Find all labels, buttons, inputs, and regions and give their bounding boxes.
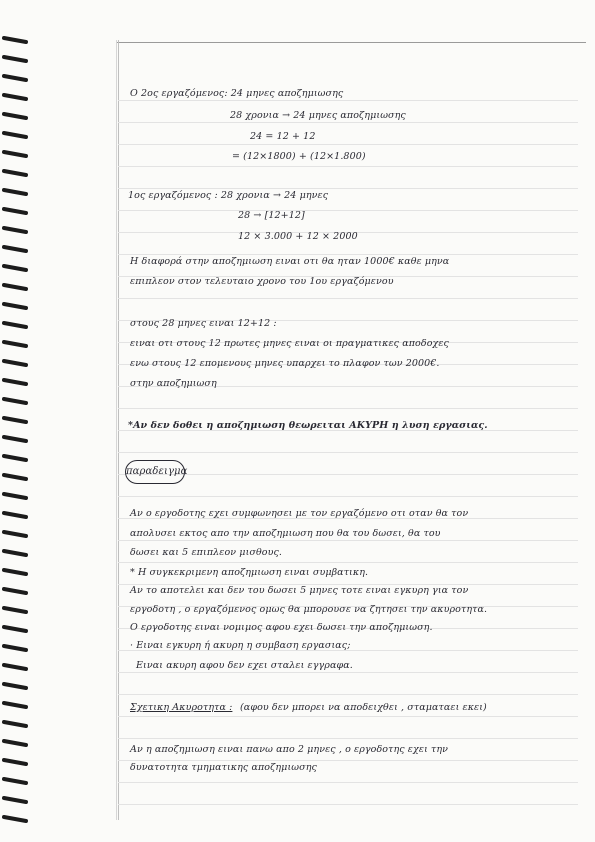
margin-line-shadow [116,40,117,820]
note-line: 12 × 3.000 + 12 × 2000 [238,231,358,242]
note-line: 24 = 12 + 12 [250,131,316,142]
note-line: = (12×1800) + (12×1.800) [232,151,366,162]
note-line: Ο 2ος εργαζόμενος: 24 μηνες αποζημιωσης [130,88,344,99]
note-line: Αν η αποζημιωση ειναι πανω απο 2 μηνες , ο εργοδοτης εχει την [130,744,449,755]
example-bubble [125,460,188,484]
note-line: 1ος εργαζόμενος : 28 χρονια → 24 μηνες [128,190,329,201]
ruled-line [118,804,578,805]
note-line: εργοδοτη , ο εργαζόμενος ομως θα μπορουσε να ζητησει την ακυροτητα. [130,604,488,615]
ruled-line [118,760,578,761]
note-line: 28 → [12+12] [238,210,305,221]
spiral-binding-icon [0,30,38,830]
note-line: (αφου δεν μπορει να αποδειχθει , σταματαει εκει) [240,702,487,713]
ruled-line [118,540,578,541]
note-line: Ειναι ακυρη αφου δεν εχει σταλει εγγραφα. [136,660,353,671]
ruled-line [118,738,578,739]
note-line: ειναι οτι στους 12 πρωτες μηνες ειναι οι πραγματικες αποδοχες [130,338,449,349]
section-heading: Σχετικη Ακυροτητα : [130,702,233,713]
note-line: Ο εργοδοτης ειναι νομιμος αφου εχει δωσει την αποζημιωση. [130,622,433,633]
note-line: στην αποζημιωση [130,378,217,389]
ruled-line [118,122,578,123]
ruled-line [118,452,578,453]
ruled-line [118,782,578,783]
ruled-line [118,166,578,167]
ruled-line [118,672,578,673]
note-line: Αν ο εργοδοτης εχει συμφωνησει με τον εργαζόμενο οτι οταν θα τον [130,508,469,519]
note-line: δυνατοτητα τμηματικης αποζημιωσης [130,762,317,773]
ruled-line [118,210,578,211]
ruled-line [118,562,578,563]
note-line: 28 χρονια → 24 μηνες αποζημιωσης [230,110,406,121]
ruled-line [118,496,578,497]
example-bubble-label: παραδειγμα [126,466,188,477]
ruled-line [118,144,578,145]
ruled-line [118,408,578,409]
note-line-warning: *Αν δεν δοθει η αποζημιωση θεωρειται ΑΚΥΡΗ η λυση εργασιας. [128,420,488,431]
note-line: απολυσει εκτος απο την αποζημιωση που θα του δωσει, θα του [130,528,441,539]
top-rule [116,42,586,43]
note-line: στους 28 μηνες ειναι 12+12 : [130,318,277,329]
note-line: Αν το αποτελει και δεν του δωσει 5 μηνες τοτε ειναι εγκυρη για τον [130,585,469,596]
note-line: · Ειναι εγκυρη ή ακυρη η συμβαση εργασιας; [130,640,351,651]
ruled-line [118,298,578,299]
note-line: * Η συγκεκριμενη αποζημιωση ειναι συμβατικη. [130,567,369,578]
note-line: δωσει και 5 επιπλεον μισθους. [130,547,283,558]
ruled-line [118,694,578,695]
ruled-line [118,716,578,717]
note-line: Η διαφορά στην αποζημιωση ειναι οτι θα ηταν 1000€ καθε μηνα [130,256,450,267]
note-line: ενω στους 12 επομενους μηνες υπαρχει το πλαφον των 2000€. [130,358,440,369]
note-line: επιπλεον στον τελευταιο χρονο του 1ου εργαζόμενου [130,276,394,287]
ruled-line [118,254,578,255]
ruled-line [118,100,578,101]
ruled-line [118,188,578,189]
